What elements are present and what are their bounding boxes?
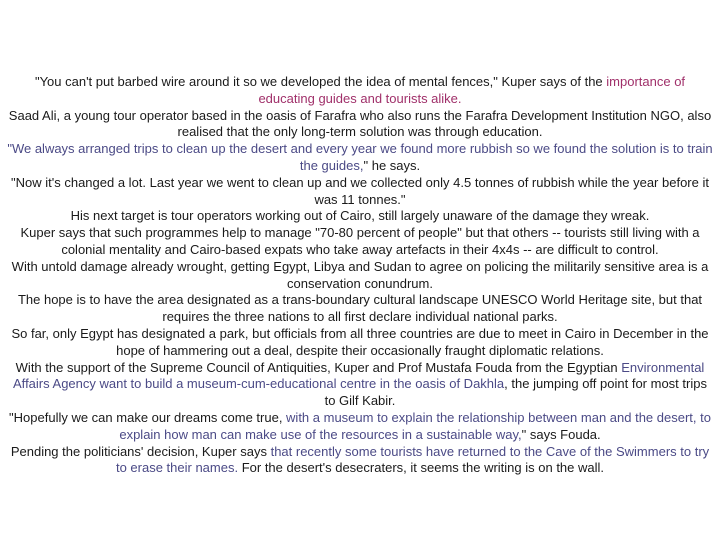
article-paragraph [6, 108, 714, 142]
paragraph-text: " says Fouda. [521, 426, 601, 442]
article-text-body [6, 74, 714, 477]
article-paragraph [6, 444, 714, 478]
highlighted-text: importance of educating guides and tourists alike. [258, 74, 686, 106]
article-paragraph [6, 326, 714, 360]
paragraph-text: His next target is tour operators working out of Cairo, still largely unaware of the damage they wreak. [70, 208, 650, 224]
article-paragraph [6, 208, 714, 225]
article-paragraph [6, 292, 714, 326]
article-paragraph [6, 259, 714, 293]
article-paragraph [6, 141, 714, 175]
highlighted-text: with a museum to explain the relationship between man and the desert, to explain how man can make use of the resources in a sustainable way, [119, 409, 711, 442]
paragraph-text: , the jumping off point for most trips to Gilf Kabir. [324, 376, 707, 409]
paragraph-text: So far, only Egypt has designated a park, but officials from all three countries are due to meet in Cairo in December in the hope of hammering out a deal, despite their occasionally fraught diplomatic relations. [11, 325, 709, 358]
article-paragraph [6, 74, 714, 108]
highlighted-text: that recently some tourists have returned to the Cave of the Swimmers to try to erase their names. [115, 443, 710, 476]
paragraph-text: With untold damage already wrought, getting Egypt, Libya and Sudan to agree on policing the militarily sensitive area is a conservation conundrum. [11, 258, 709, 291]
paragraph-text: With the support of the Supreme Council of Antiquities, Kuper and Prof Mustafa Fouda from the Egyptian [15, 359, 622, 375]
paragraph-text: Pending the politicians' decision, Kuper says [10, 443, 271, 459]
highlighted-text: Environmental Affairs Agency want to build a museum-cum-educational centre in the oasis of Dakhla [13, 359, 705, 392]
paragraph-text: "Now it's changed a lot. Last year we went to clean up and we collected only 4.5 tonnes of rubbish while the year before it was 11 tonnes." [11, 174, 709, 207]
paragraph-text: For the desert's desecraters, it seems the writing is on the wall. [238, 460, 605, 476]
highlighted-text: "We always arranged trips to clean up the desert and every year we found more rubbish so we found the solution is to train the guides, [7, 141, 713, 173]
paragraph-text: Kuper says that such programmes help to manage "70-80 percent of people" but that others -- tourists still living with a colonial mentality and Cairo-based expats who take away artefacts in their 4x4s -- are difficult to control. [20, 225, 700, 257]
article-paragraph [6, 175, 714, 209]
article-paragraph [6, 360, 714, 410]
article-paragraph [6, 410, 714, 444]
paragraph-text: "You can't put barbed wire around it so we developed the idea of mental fences," Kuper says of the [34, 74, 607, 89]
paragraph-text: The hope is to have the area designated as a trans-boundary cultural landscape UNESCO World Heritage site, but that requires the three nations to all first declare individual national parks. [17, 292, 703, 325]
paragraph-text: "Hopefully we can make our dreams come true, [9, 409, 287, 425]
paragraph-text: Saad Ali, a young tour operator based in the oasis of Farafra who also runs the Farafra Development Institution NGO, also realised that the only long-term solution was through education. [8, 107, 712, 140]
paragraph-text: " he says. [363, 157, 421, 173]
article-paragraph [6, 225, 714, 259]
